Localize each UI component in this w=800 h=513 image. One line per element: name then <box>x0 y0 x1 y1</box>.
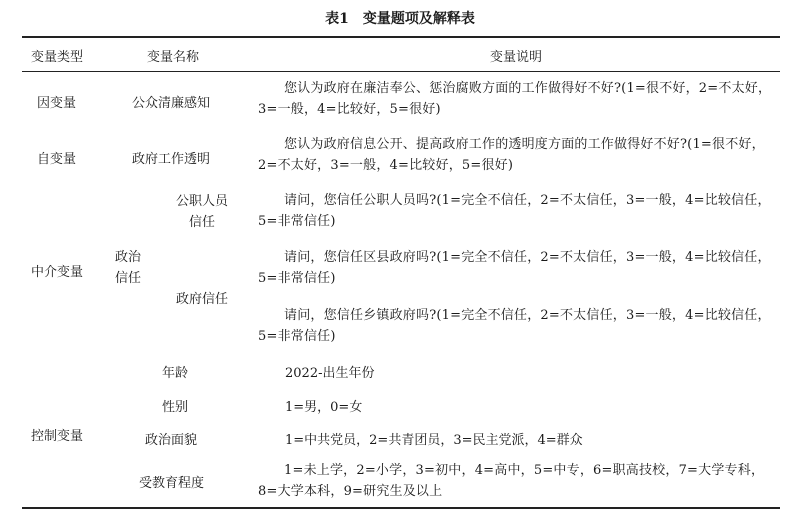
control-education-description: 1=未上学，2=小学，3=初中，4=高中，5=中专，6=职高技校，7=大学专科，8=大学本科，9=研究生及以上 <box>258 463 765 499</box>
mediator-group-line1: 政治 <box>114 250 141 265</box>
control-political-name: 政治面貌 <box>145 433 198 448</box>
bottom-rule <box>22 507 780 509</box>
control-age-name: 年龄 <box>162 366 189 381</box>
header-variable-name: 变量名称 <box>147 50 200 65</box>
table-title: 表1 变量题项及解释表 <box>325 11 475 27</box>
dependent-name: 公众清廉感知 <box>132 96 211 111</box>
control-gender-name: 性别 <box>162 400 189 415</box>
header-rule <box>22 71 780 72</box>
independent-description: 您认为政府信息公开、提高政府工作的透明度方面的工作做得好不好?(1=很不好，2=不太好，3=一般，4=比较好，5=很好) <box>258 137 765 173</box>
mediator-sub1-line1: 公职人员 <box>175 194 228 209</box>
control-age-description: 2022-出生年份 <box>285 366 375 381</box>
mediator-sub1-line2: 信任 <box>188 215 215 230</box>
mediator-description-1: 请问，您信任公职人员吗?(1=完全不信任，2=不太信任，3=一般，4=比较信任，5=非常信任) <box>258 193 771 229</box>
dependent-description: 您认为政府在廉洁奉公、惩治腐败方面的工作做得好不好?(1=很不好，2=不太好，3=一般，4=比较好，5=很好) <box>258 81 772 117</box>
header-variable-description: 变量说明 <box>490 50 543 65</box>
independent-name: 政府工作透明 <box>132 152 211 167</box>
control-type: 控制变量 <box>31 429 84 444</box>
independent-type: 自变量 <box>37 152 77 167</box>
mediator-description-3: 请问，您信任乡镇政府吗?(1=完全不信任，2=不太信任，3=一般，4=比较信任，5=非常信任) <box>258 308 771 344</box>
mediator-description-2: 请问，您信任区县政府吗?(1=完全不信任，2=不太信任，3=一般，4=比较信任，5=非常信任) <box>258 250 771 286</box>
control-political-description: 1=中共党员，2=共青团员，3=民主党派，4=群众 <box>285 433 583 448</box>
control-education-name: 受教育程度 <box>139 476 205 491</box>
mediator-group-line2: 信任 <box>114 271 141 286</box>
mediator-sub1 <box>172 191 232 233</box>
mediator-group <box>113 247 143 289</box>
control-gender-description: 1=男，0=女 <box>285 400 363 415</box>
header-variable-type: 变量类型 <box>31 50 84 65</box>
dependent-type: 因变量 <box>37 96 77 111</box>
mediator-type: 中介变量 <box>31 265 84 280</box>
top-rule <box>22 36 780 38</box>
mediator-sub2: 政府信任 <box>176 292 229 307</box>
